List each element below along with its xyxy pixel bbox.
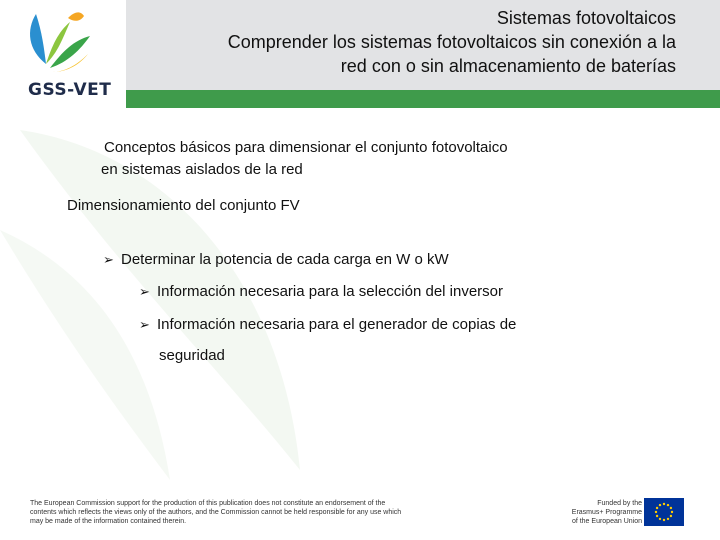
- eu-flag-star: [671, 511, 673, 513]
- bullet-item: [139, 316, 516, 333]
- eu-funding-line: of the European Union: [571, 518, 642, 525]
- eu-flag-star: [655, 511, 657, 513]
- title-line: red con o sin almacenamiento de baterías: [340, 56, 676, 76]
- bullet-text: Información necesaria para la selección del inversor: [157, 283, 504, 300]
- bullet-item: [103, 251, 449, 268]
- arrow-bullet-icon: ➢: [139, 318, 150, 333]
- eu-funding-line: Erasmus+ Programme: [571, 509, 642, 516]
- eu-flag-star: [659, 518, 661, 520]
- eu-funding-line: Funded by the: [597, 500, 642, 507]
- eu-flag-star: [670, 507, 672, 509]
- disclaimer-line: The European Commission support for the production of this publication does not constitute an endorsement of the: [30, 500, 386, 507]
- header: [0, 0, 720, 110]
- section-heading-line: Conceptos básicos para dimensionar el conjunto fotovoltaico: [104, 139, 508, 156]
- eu-flag-star: [670, 515, 672, 517]
- disclaimer-line: may be made of the information contained therein.: [30, 518, 187, 525]
- bullet-text: Determinar la potencia de cada carga en W o kW: [121, 251, 449, 268]
- eu-flag-star: [667, 504, 669, 506]
- title-line: Sistemas fotovoltaicos: [496, 8, 676, 28]
- subheading: Dimensionamiento del conjunto FV: [67, 197, 300, 214]
- eu-flag-star: [656, 515, 658, 517]
- logo-text: GSS-VET: [28, 80, 112, 100]
- eu-flag-star: [667, 518, 669, 520]
- arrow-bullet-icon: ➢: [139, 285, 150, 300]
- bullet-continuation: seguridad: [159, 347, 225, 364]
- eu-funding-text: [560, 499, 642, 526]
- eu-disclaimer: [30, 499, 450, 526]
- bullet-text: Información necesaria para el generador de copias de: [157, 316, 517, 333]
- arrow-bullet-icon: ➢: [103, 253, 114, 268]
- header-green-bar: [126, 90, 720, 108]
- eu-flag-star: [656, 507, 658, 509]
- eu-flag-star: [663, 519, 665, 521]
- bullet-item: [139, 283, 503, 300]
- slide-title: [136, 6, 676, 78]
- disclaimer-line: contents which reflects the views only of the authors, and the Commission cannot be held responsible for any use which: [30, 509, 402, 516]
- eu-flag-star: [659, 504, 661, 506]
- title-line: Comprender los sistemas fotovoltaicos sin conexión a la: [227, 32, 676, 52]
- section-heading-line: en sistemas aislados de la red: [101, 161, 303, 178]
- eu-flag-icon: [644, 498, 684, 526]
- eu-flag-star: [663, 503, 665, 505]
